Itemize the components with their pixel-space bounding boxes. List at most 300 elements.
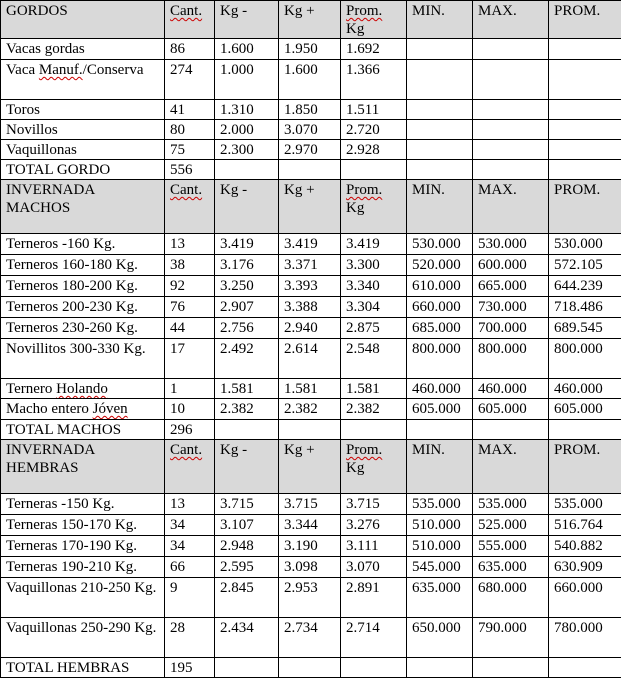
cell-text: 3.371 [284, 257, 318, 273]
cell-text: 525.000 [478, 517, 527, 533]
cell-quantity [165, 276, 215, 297]
cell-text: 34 [170, 517, 185, 533]
cell-quantity [165, 160, 215, 180]
cell-text: 3.107 [220, 517, 254, 533]
cell-text: 17 [170, 341, 185, 357]
table-row [1, 234, 621, 255]
cell-price-avg [549, 339, 621, 379]
cell-text: INVERNADA HEMBRAS [6, 442, 94, 476]
cell-quantity [165, 234, 215, 255]
cell-kg-max [279, 297, 341, 318]
cell-price-avg [549, 297, 621, 318]
cell-text: Toros [6, 102, 40, 118]
cell-price-min [407, 399, 473, 420]
cell-text: 535.000 [478, 496, 527, 512]
cell-text: Prom. Kg [346, 182, 382, 216]
cell-price-avg [549, 39, 621, 60]
cell-text: 1.600 [284, 62, 318, 78]
cell-price-min [407, 276, 473, 297]
cell-text: 572.105 [554, 257, 603, 273]
cell-price-min [407, 440, 473, 494]
cell-category [1, 297, 165, 318]
cell-kg-max [279, 180, 341, 234]
cell-kg-max [279, 536, 341, 557]
cell-text: TOTAL HEMBRAS [6, 660, 129, 676]
section-header-row [1, 180, 621, 234]
cell-text: Terneros 230-260 Kg. [6, 320, 138, 336]
cell-text: 92 [170, 278, 185, 294]
table-row [1, 100, 621, 120]
cell-text: 800.000 [554, 341, 603, 357]
cell-text: 2.970 [284, 142, 318, 158]
cell-kg-min [215, 420, 279, 440]
cell-price-min [407, 160, 473, 180]
cell-text: 1.950 [284, 41, 318, 57]
cell-text: 2.907 [220, 299, 254, 315]
cell-category [1, 100, 165, 120]
cell-price-avg [549, 140, 621, 160]
cell-quantity [165, 100, 215, 120]
cell-text: 2.845 [220, 580, 254, 596]
cell-text: 718.486 [554, 299, 603, 315]
cell-category [1, 1, 165, 39]
total-row [1, 160, 621, 180]
cell-text: Kg + [284, 442, 315, 458]
cell-kg-max [279, 618, 341, 658]
cell-text: 2.300 [220, 142, 254, 158]
cell-price-min [407, 60, 473, 100]
cell-text: PROM. [554, 442, 600, 458]
cell-price-avg [549, 160, 621, 180]
cell-text: 535.000 [412, 496, 461, 512]
cell-text: 2.756 [220, 320, 254, 336]
cell-kg-avg [341, 399, 407, 420]
cell-text: Kg - [220, 442, 247, 458]
cell-text: 460.000 [412, 381, 461, 397]
cell-text: 2.434 [220, 620, 254, 636]
cell-text: Kg - [220, 182, 247, 198]
cell-category [1, 180, 165, 234]
cell-price-min [407, 140, 473, 160]
cell-kg-avg [341, 420, 407, 440]
cell-price-min [407, 297, 473, 318]
cell-kg-avg [341, 440, 407, 494]
table-row [1, 318, 621, 339]
cell-quantity [165, 318, 215, 339]
cell-kg-avg [341, 557, 407, 578]
cell-kg-avg [341, 578, 407, 618]
cell-text: 2.928 [346, 142, 380, 158]
cell-text: 520.000 [412, 257, 461, 273]
cell-text: 9 [170, 580, 178, 596]
cell-price-min [407, 618, 473, 658]
cell-price-avg [549, 618, 621, 658]
cell-kg-min [215, 297, 279, 318]
cell-kg-min [215, 1, 279, 39]
cell-text: 530.000 [478, 236, 527, 252]
cell-kg-max [279, 120, 341, 140]
cell-text: Ternero Holando [6, 381, 108, 397]
cell-price-max [473, 515, 549, 536]
cell-text: 2.492 [220, 341, 254, 357]
cell-price-avg [549, 100, 621, 120]
cell-price-avg [549, 420, 621, 440]
cell-text [170, 182, 202, 198]
cell-text: MAX. [478, 182, 517, 198]
cell-text: 1.000 [220, 62, 254, 78]
section-header-row [1, 440, 621, 494]
cell-price-avg [549, 379, 621, 399]
cell-text: 2.382 [220, 401, 254, 417]
cell-kg-avg [341, 1, 407, 39]
cell-text: 460.000 [478, 381, 527, 397]
cell-category [1, 318, 165, 339]
cell-price-min [407, 255, 473, 276]
cell-text: 540.882 [554, 538, 603, 554]
cell-price-max [473, 379, 549, 399]
cell-text: Vacas gordas [6, 41, 85, 57]
cell-price-max [473, 578, 549, 618]
cell-price-avg [549, 276, 621, 297]
cell-text: 2.000 [220, 122, 254, 138]
cell-price-max [473, 60, 549, 100]
cell-kg-avg [341, 515, 407, 536]
cell-text: MIN. [412, 182, 445, 198]
cell-category [1, 399, 165, 420]
cell-category [1, 515, 165, 536]
cell-text: Novillitos 300-330 Kg. [6, 341, 146, 357]
cell-price-max [473, 494, 549, 515]
cell-text: 2.382 [346, 401, 380, 417]
cell-text: 1.310 [220, 102, 254, 118]
cell-category [1, 60, 165, 100]
spellcheck-squiggle: Holando [56, 381, 108, 397]
cell-text: 685.000 [412, 320, 461, 336]
cell-kg-max [279, 557, 341, 578]
table-row [1, 39, 621, 60]
cell-text: 41 [170, 102, 185, 118]
cell-quantity [165, 120, 215, 140]
cell-kg-avg [341, 180, 407, 234]
cell-quantity [165, 140, 215, 160]
cell-text: 1.581 [220, 381, 254, 397]
cell-price-max [473, 420, 549, 440]
cell-price-min [407, 180, 473, 234]
cell-quantity [165, 399, 215, 420]
cell-text: 3.419 [220, 236, 254, 252]
spellcheck-squiggle: Cant. [170, 442, 202, 458]
spellcheck-squiggle: Prom. [346, 3, 382, 19]
cell-text: INVERNADA MACHOS [6, 182, 94, 216]
cell-text: 3.340 [346, 278, 380, 294]
cell-text: 3.300 [346, 257, 380, 273]
cell-text [170, 442, 202, 458]
cell-kg-min [215, 60, 279, 100]
cell-quantity [165, 1, 215, 39]
cell-text: 28 [170, 620, 185, 636]
cell-price-max [473, 276, 549, 297]
cell-quantity [165, 557, 215, 578]
cell-text: 650.000 [412, 620, 461, 636]
cell-text: 610.000 [412, 278, 461, 294]
cell-kg-min [215, 140, 279, 160]
cell-text: TOTAL GORDO [6, 162, 110, 178]
cell-price-avg [549, 234, 621, 255]
cell-price-avg [549, 557, 621, 578]
cell-kg-avg [341, 120, 407, 140]
cell-text: 3.070 [346, 559, 380, 575]
cell-text: 2.614 [284, 341, 318, 357]
cell-text: Kg - [220, 3, 247, 19]
cell-category [1, 379, 165, 399]
spellcheck-squiggle: Jóven [93, 401, 128, 417]
cell-text: 605.000 [478, 401, 527, 417]
table-row [1, 515, 621, 536]
cell-text: Terneras 150-170 Kg. [6, 517, 137, 533]
cell-text: 2.595 [220, 559, 254, 575]
cell-kg-max [279, 60, 341, 100]
cell-kg-max [279, 339, 341, 379]
cell-price-avg [549, 515, 621, 536]
cell-price-avg [549, 494, 621, 515]
cell-text: Terneros 200-230 Kg. [6, 299, 138, 315]
cell-kg-avg [341, 618, 407, 658]
cell-text: 556 [170, 162, 193, 178]
cell-text: 635.000 [412, 580, 461, 596]
cell-text: Vaquillonas [6, 142, 77, 158]
cell-text: Terneras 170-190 Kg. [6, 538, 137, 554]
cell-category [1, 234, 165, 255]
cell-price-min [407, 339, 473, 379]
cell-text: 3.070 [284, 122, 318, 138]
cell-text: PROM. [554, 182, 600, 198]
cell-kg-min [215, 440, 279, 494]
total-row [1, 420, 621, 440]
cell-price-min [407, 420, 473, 440]
cell-text: 1 [170, 381, 178, 397]
cell-category [1, 557, 165, 578]
cell-text: 3.176 [220, 257, 254, 273]
cell-text: 530.000 [412, 236, 461, 252]
cell-text: Terneras 190-210 Kg. [6, 559, 137, 575]
cell-text: 3.715 [284, 496, 318, 512]
cell-quantity [165, 339, 215, 379]
spellcheck-squiggle: Manuf. [39, 62, 83, 78]
cell-price-min [407, 494, 473, 515]
table-row [1, 276, 621, 297]
cell-text: 44 [170, 320, 185, 336]
cell-quantity [165, 618, 215, 658]
cell-text: 2.891 [346, 580, 380, 596]
cell-text: 3.098 [284, 559, 318, 575]
cell-category [1, 420, 165, 440]
cell-price-avg [549, 318, 621, 339]
cell-kg-avg [341, 494, 407, 515]
cell-kg-min [215, 318, 279, 339]
cell-text: 2.382 [284, 401, 318, 417]
cell-text: Vaquillonas 210-250 Kg. [6, 580, 156, 596]
cell-text: 3.344 [284, 517, 318, 533]
table-row [1, 255, 621, 276]
spellcheck-squiggle: Prom. [346, 182, 382, 198]
cell-text: 76 [170, 299, 185, 315]
cell-price-min [407, 234, 473, 255]
cell-text: 510.000 [412, 517, 461, 533]
cell-kg-max [279, 494, 341, 515]
cell-kg-max [279, 379, 341, 399]
cell-text: 2.714 [346, 620, 380, 636]
cell-text: 2.720 [346, 122, 380, 138]
cell-text: 660.000 [412, 299, 461, 315]
cell-text: 680.000 [478, 580, 527, 596]
cell-kg-avg [341, 379, 407, 399]
cell-quantity [165, 255, 215, 276]
cell-text: 1.366 [346, 62, 380, 78]
cell-price-avg [549, 60, 621, 100]
cell-kg-min [215, 578, 279, 618]
cell-kg-avg [341, 318, 407, 339]
cell-quantity [165, 578, 215, 618]
cell-quantity [165, 494, 215, 515]
cell-text: 700.000 [478, 320, 527, 336]
cell-kg-avg [341, 536, 407, 557]
cell-category [1, 140, 165, 160]
cell-text: 3.111 [346, 538, 379, 554]
cell-price-max [473, 160, 549, 180]
cell-text: 516.764 [554, 517, 603, 533]
cell-quantity [165, 379, 215, 399]
cell-text: 3.419 [346, 236, 380, 252]
cell-price-min [407, 1, 473, 39]
cell-text: 1.581 [284, 381, 318, 397]
table-row [1, 379, 621, 399]
cell-price-max [473, 618, 549, 658]
cell-text: 605.000 [412, 401, 461, 417]
cell-kg-min [215, 399, 279, 420]
cell-quantity [165, 60, 215, 100]
cell-price-max [473, 557, 549, 578]
cell-text: GORDOS [6, 3, 68, 19]
cell-text: 38 [170, 257, 185, 273]
cell-price-max [473, 180, 549, 234]
cell-price-min [407, 379, 473, 399]
cell-kg-min [215, 160, 279, 180]
cell-text: TOTAL MACHOS [6, 422, 121, 438]
cell-text: 2.940 [284, 320, 318, 336]
cell-kg-min [215, 120, 279, 140]
cell-kg-min [215, 276, 279, 297]
cell-price-max [473, 339, 549, 379]
cell-price-min [407, 100, 473, 120]
cell-price-min [407, 536, 473, 557]
cell-category [1, 536, 165, 557]
cell-kg-avg [341, 276, 407, 297]
cell-kg-min [215, 39, 279, 60]
cell-kg-avg [341, 297, 407, 318]
cell-text: 3.276 [346, 517, 380, 533]
cell-kg-max [279, 1, 341, 39]
cell-text: Terneros 180-200 Kg. [6, 278, 138, 294]
cell-text: Terneras -150 Kg. [6, 496, 115, 512]
cell-text: 800.000 [478, 341, 527, 357]
cell-price-avg [549, 440, 621, 494]
cell-quantity [165, 515, 215, 536]
cell-kg-min [215, 536, 279, 557]
cell-quantity [165, 180, 215, 234]
cell-kg-avg [341, 39, 407, 60]
cell-text: 800.000 [412, 341, 461, 357]
cell-text: 1.511 [346, 102, 379, 118]
cell-category [1, 255, 165, 276]
cell-kg-min [215, 180, 279, 234]
cell-quantity [165, 297, 215, 318]
cell-text: 644.239 [554, 278, 603, 294]
cell-text: 1.850 [284, 102, 318, 118]
cell-text: 3.419 [284, 236, 318, 252]
cell-quantity [165, 39, 215, 60]
cell-kg-min [215, 339, 279, 379]
cell-category [1, 339, 165, 379]
cell-price-avg [549, 536, 621, 557]
cell-text: 3.715 [220, 496, 254, 512]
cell-price-max [473, 440, 549, 494]
table-row [1, 578, 621, 618]
cell-kg-min [215, 255, 279, 276]
cell-price-min [407, 39, 473, 60]
cell-text: 2.953 [284, 580, 318, 596]
cell-text: 790.000 [478, 620, 527, 636]
table-row [1, 120, 621, 140]
cell-text: 605.000 [554, 401, 603, 417]
cell-text: Novillos [6, 122, 58, 138]
cell-kg-max [279, 440, 341, 494]
cell-text: Vaquillonas 250-290 Kg. [6, 620, 156, 636]
cell-text: MIN. [412, 442, 445, 458]
cell-text: Terneros -160 Kg. [6, 236, 115, 252]
cell-text: 3.388 [284, 299, 318, 315]
cell-text: 1.600 [220, 41, 254, 57]
cell-text: 2.548 [346, 341, 380, 357]
cell-text: 13 [170, 236, 185, 252]
cell-text: Prom. Kg [346, 442, 382, 476]
spellcheck-squiggle: Cant. [170, 3, 202, 19]
cell-kg-min [215, 379, 279, 399]
cell-text: Prom. Kg [346, 3, 382, 37]
cell-price-avg [549, 180, 621, 234]
cell-kg-max [279, 578, 341, 618]
cell-text: 296 [170, 422, 193, 438]
table-row [1, 399, 621, 420]
cell-price-min [407, 578, 473, 618]
spellcheck-squiggle: Cant. [170, 182, 202, 198]
cell-kg-min [215, 234, 279, 255]
cell-category [1, 494, 165, 515]
cell-kg-max [279, 276, 341, 297]
cell-text: 630.909 [554, 559, 603, 575]
cell-text: Kg + [284, 182, 315, 198]
cell-text: 545.000 [412, 559, 461, 575]
cell-price-min [407, 120, 473, 140]
cell-category [1, 440, 165, 494]
cell-price-min [407, 318, 473, 339]
cell-kg-max [279, 515, 341, 536]
table-body [1, 1, 621, 678]
table-row [1, 557, 621, 578]
table-row [1, 60, 621, 100]
cell-price-min [407, 515, 473, 536]
cell-price-max [473, 100, 549, 120]
cell-text: 75 [170, 142, 185, 158]
